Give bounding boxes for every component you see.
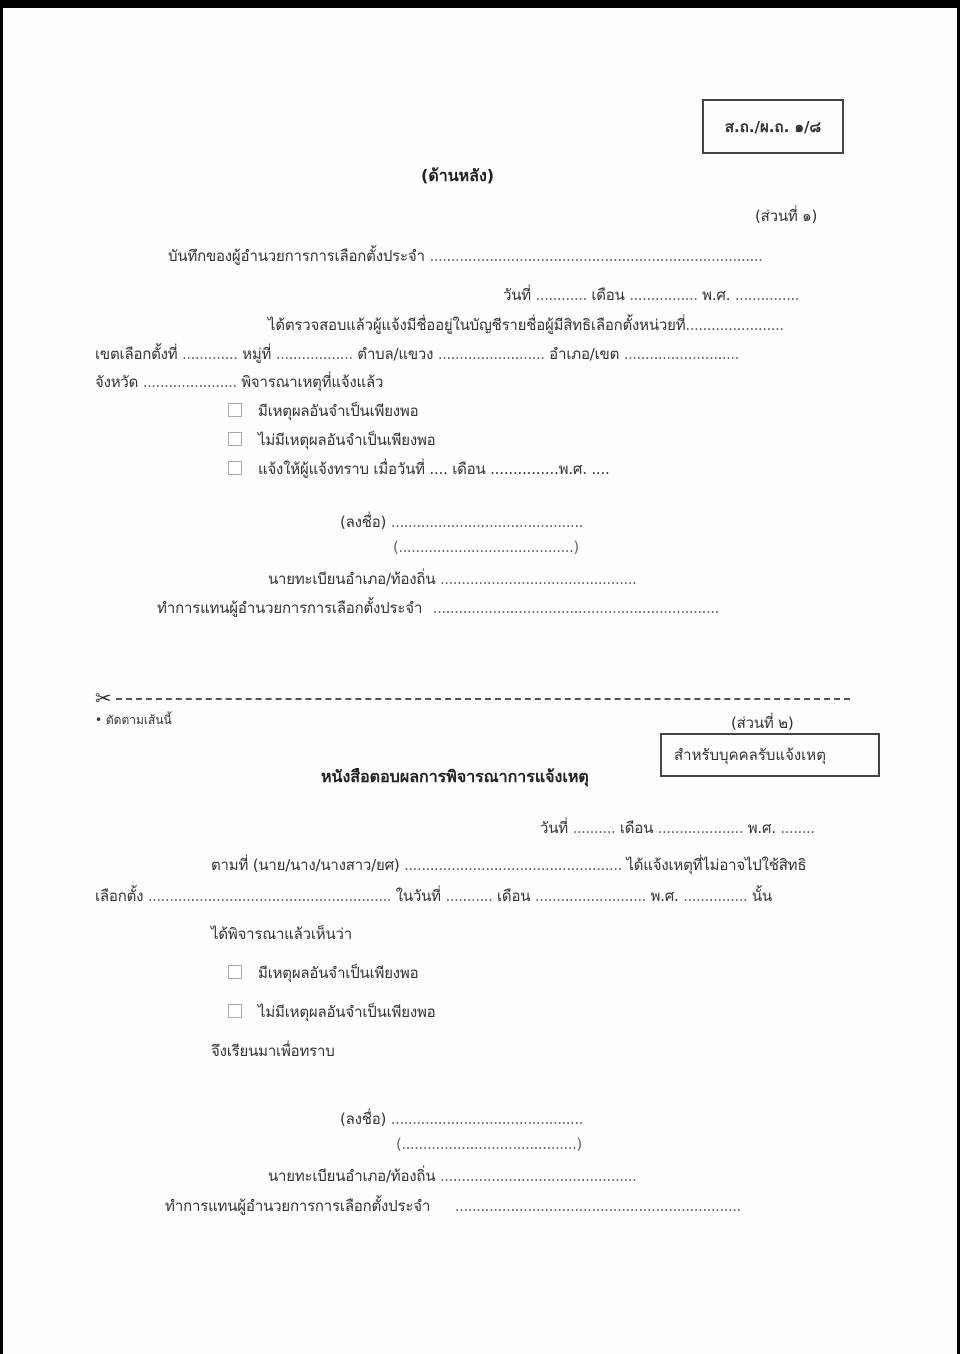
election-label: เลือกตั้ง (95, 887, 144, 905)
part1-registrar-line (268, 567, 636, 591)
part1-date-line (503, 283, 799, 307)
signature-field[interactable]: ............................................. (390, 513, 583, 531)
option-label: ไม่มีเหตุผลอันจำเป็นเพียงพอ (258, 1003, 436, 1021)
checkbox[interactable] (228, 461, 242, 475)
checked-label: ได้ตรวจสอบแล้วผู้แจ้งมีชื่ออยู่ในบัญชีรายชื่อผู้มีสิทธิเลือกตั้งหน่วยที่ (268, 316, 686, 334)
on-month-field[interactable]: .......................... (534, 887, 646, 905)
cut-note: • ตัดตามเส้นนี้ (95, 713, 172, 727)
option-label: ไม่มีเหตุผลอันจำเป็นเพียงพอ (258, 431, 436, 449)
province-line (95, 370, 383, 394)
registrar-field[interactable]: .............................................. (439, 1167, 637, 1185)
consider-label: พิจารณาเหตุที่แจ้งแล้ว (241, 373, 384, 391)
checkbox[interactable] (228, 1004, 242, 1018)
according-label: ตามที่ (นาย/นาง/นางสาว/ยศ) (211, 856, 400, 874)
year-label: พ.ศ. (747, 819, 776, 837)
month-label: เดือน (591, 286, 625, 304)
acting-field[interactable]: ................................................................... (454, 1197, 741, 1215)
subdistrict-field[interactable]: ......................... (437, 345, 545, 363)
month-label: เดือน (619, 819, 654, 837)
part2-label: (ส่วนที่ ๒) (731, 714, 794, 732)
election-line (95, 884, 772, 908)
recipient-box (660, 733, 880, 777)
constituency-field[interactable]: ............. (182, 345, 238, 363)
province-field[interactable]: ...................... (142, 373, 237, 391)
signature-field[interactable]: ............................................. (390, 1110, 583, 1128)
subdistrict-label: ตำบล/แขวง (357, 345, 434, 363)
checkbox[interactable] (228, 432, 242, 446)
person-name-field[interactable]: ................................................... (404, 856, 622, 874)
part2-title: หนังสือตอบผลการพิจารณาการแจ้งเหตุ (321, 767, 589, 786)
acting-label: ทำการแทนผู้อำนวยการการเลือกตั้งประจำ (157, 599, 423, 617)
year-field[interactable]: ........ (780, 819, 815, 837)
that-label: นั้น (751, 887, 772, 905)
year-label: พ.ศ. (702, 286, 731, 304)
part2-date-line (540, 816, 815, 840)
checkbox[interactable] (228, 965, 242, 979)
option-label: มีเหตุผลอันจำเป็นเพียงพอ (258, 402, 419, 420)
day-label: วันที่ (503, 286, 531, 304)
checked-line (268, 313, 784, 337)
part2-option-2[interactable] (228, 1000, 435, 1024)
month-field[interactable]: ................ (629, 286, 698, 304)
closing-text: จึงเรียนมาเพื่อทราบ (211, 1042, 335, 1060)
part2-registrar-line (268, 1164, 636, 1188)
according-line (211, 853, 806, 877)
district-field[interactable]: ........................... (623, 345, 739, 363)
village-label: หมู่ที่ (242, 345, 272, 363)
recipient-label: สำหรับบุคคลรับแจ้งเหตุ (674, 746, 826, 764)
record-field[interactable]: .............................................................................. (429, 247, 763, 265)
notified-label: ได้แจ้งเหตุที่ไม่อาจไปใช้สิทธิ (626, 856, 807, 874)
sign-label: (ลงชื่อ) (340, 513, 387, 531)
on-month-label: เดือน (496, 887, 531, 905)
option-label: มีเหตุผลอันจำเป็นเพียงพอ (258, 964, 419, 982)
registrar-label: นายทะเบียนอำเภอ/ท้องถิ่น (268, 1167, 436, 1185)
day-label: วันที่ (540, 819, 568, 837)
part1-option-1[interactable] (228, 399, 418, 423)
checkbox[interactable] (228, 403, 242, 417)
registrar-label: นายทะเบียนอำเภอ/ท้องถิ่น (268, 570, 436, 588)
part2-acting-line (165, 1194, 741, 1218)
on-year-field[interactable]: ............... (683, 887, 748, 905)
side-label: (ด้านหลัง) (421, 166, 495, 185)
location-line (95, 342, 739, 366)
part2-sign-line (340, 1107, 583, 1131)
form-page (3, 8, 957, 1354)
province-label: จังหวัด (95, 373, 139, 391)
record-label: บันทึกของผู้อำนวยการการเลือกตั้งประจำ (168, 247, 425, 265)
year-field[interactable]: ............... (734, 286, 799, 304)
constituency-label: เขตเลือกตั้งที่ (95, 345, 178, 363)
form-code-box (702, 99, 844, 154)
acting-label: ทำการแทนผู้อำนวยการการเลือกตั้งประจำ (165, 1197, 431, 1215)
on-day-label: ในวันที่ (395, 887, 441, 905)
acting-field[interactable]: ................................................................... (432, 599, 719, 617)
part1-label: (ส่วนที่ ๑) (755, 207, 818, 225)
election-field[interactable]: ......................................................... (147, 887, 392, 905)
cut-line (95, 686, 850, 710)
sign-label: (ลงชื่อ) (340, 1110, 387, 1128)
considered-label: ได้พิจารณาแล้วเห็นว่า (211, 925, 352, 943)
village-field[interactable]: .................. (275, 345, 353, 363)
month-field[interactable]: .................... (657, 819, 744, 837)
day-field[interactable]: .......... (572, 819, 616, 837)
day-field[interactable]: ............ (535, 286, 587, 304)
record-line (168, 244, 762, 268)
district-label: อำเภอ/เขต (549, 345, 620, 363)
on-day-field[interactable]: ........... (445, 887, 493, 905)
part1-sign-line (340, 510, 583, 534)
part2-name-field[interactable]: (.........................................) (396, 1135, 582, 1153)
part2-option-1[interactable] (228, 961, 418, 985)
registrar-field[interactable]: .............................................. (439, 570, 637, 588)
option-label: แจ้งให้ผู้แจ้งทราบ เมื่อวันที่ .... เดือน ...............พ.ศ. .... (258, 460, 610, 478)
on-year-label: พ.ศ. (650, 887, 679, 905)
part1-option-3[interactable] (228, 457, 610, 481)
polling-unit-field[interactable]: ....................... (685, 316, 784, 334)
part1-name-field[interactable]: (.........................................) (393, 538, 579, 556)
part1-acting-line (157, 596, 719, 620)
form-code: ส.ถ./ผ.ถ. ๑/๘ (724, 117, 822, 136)
scissors-icon: ✂ (95, 686, 112, 710)
dashed-line (116, 698, 850, 700)
part1-option-2[interactable] (228, 428, 435, 452)
